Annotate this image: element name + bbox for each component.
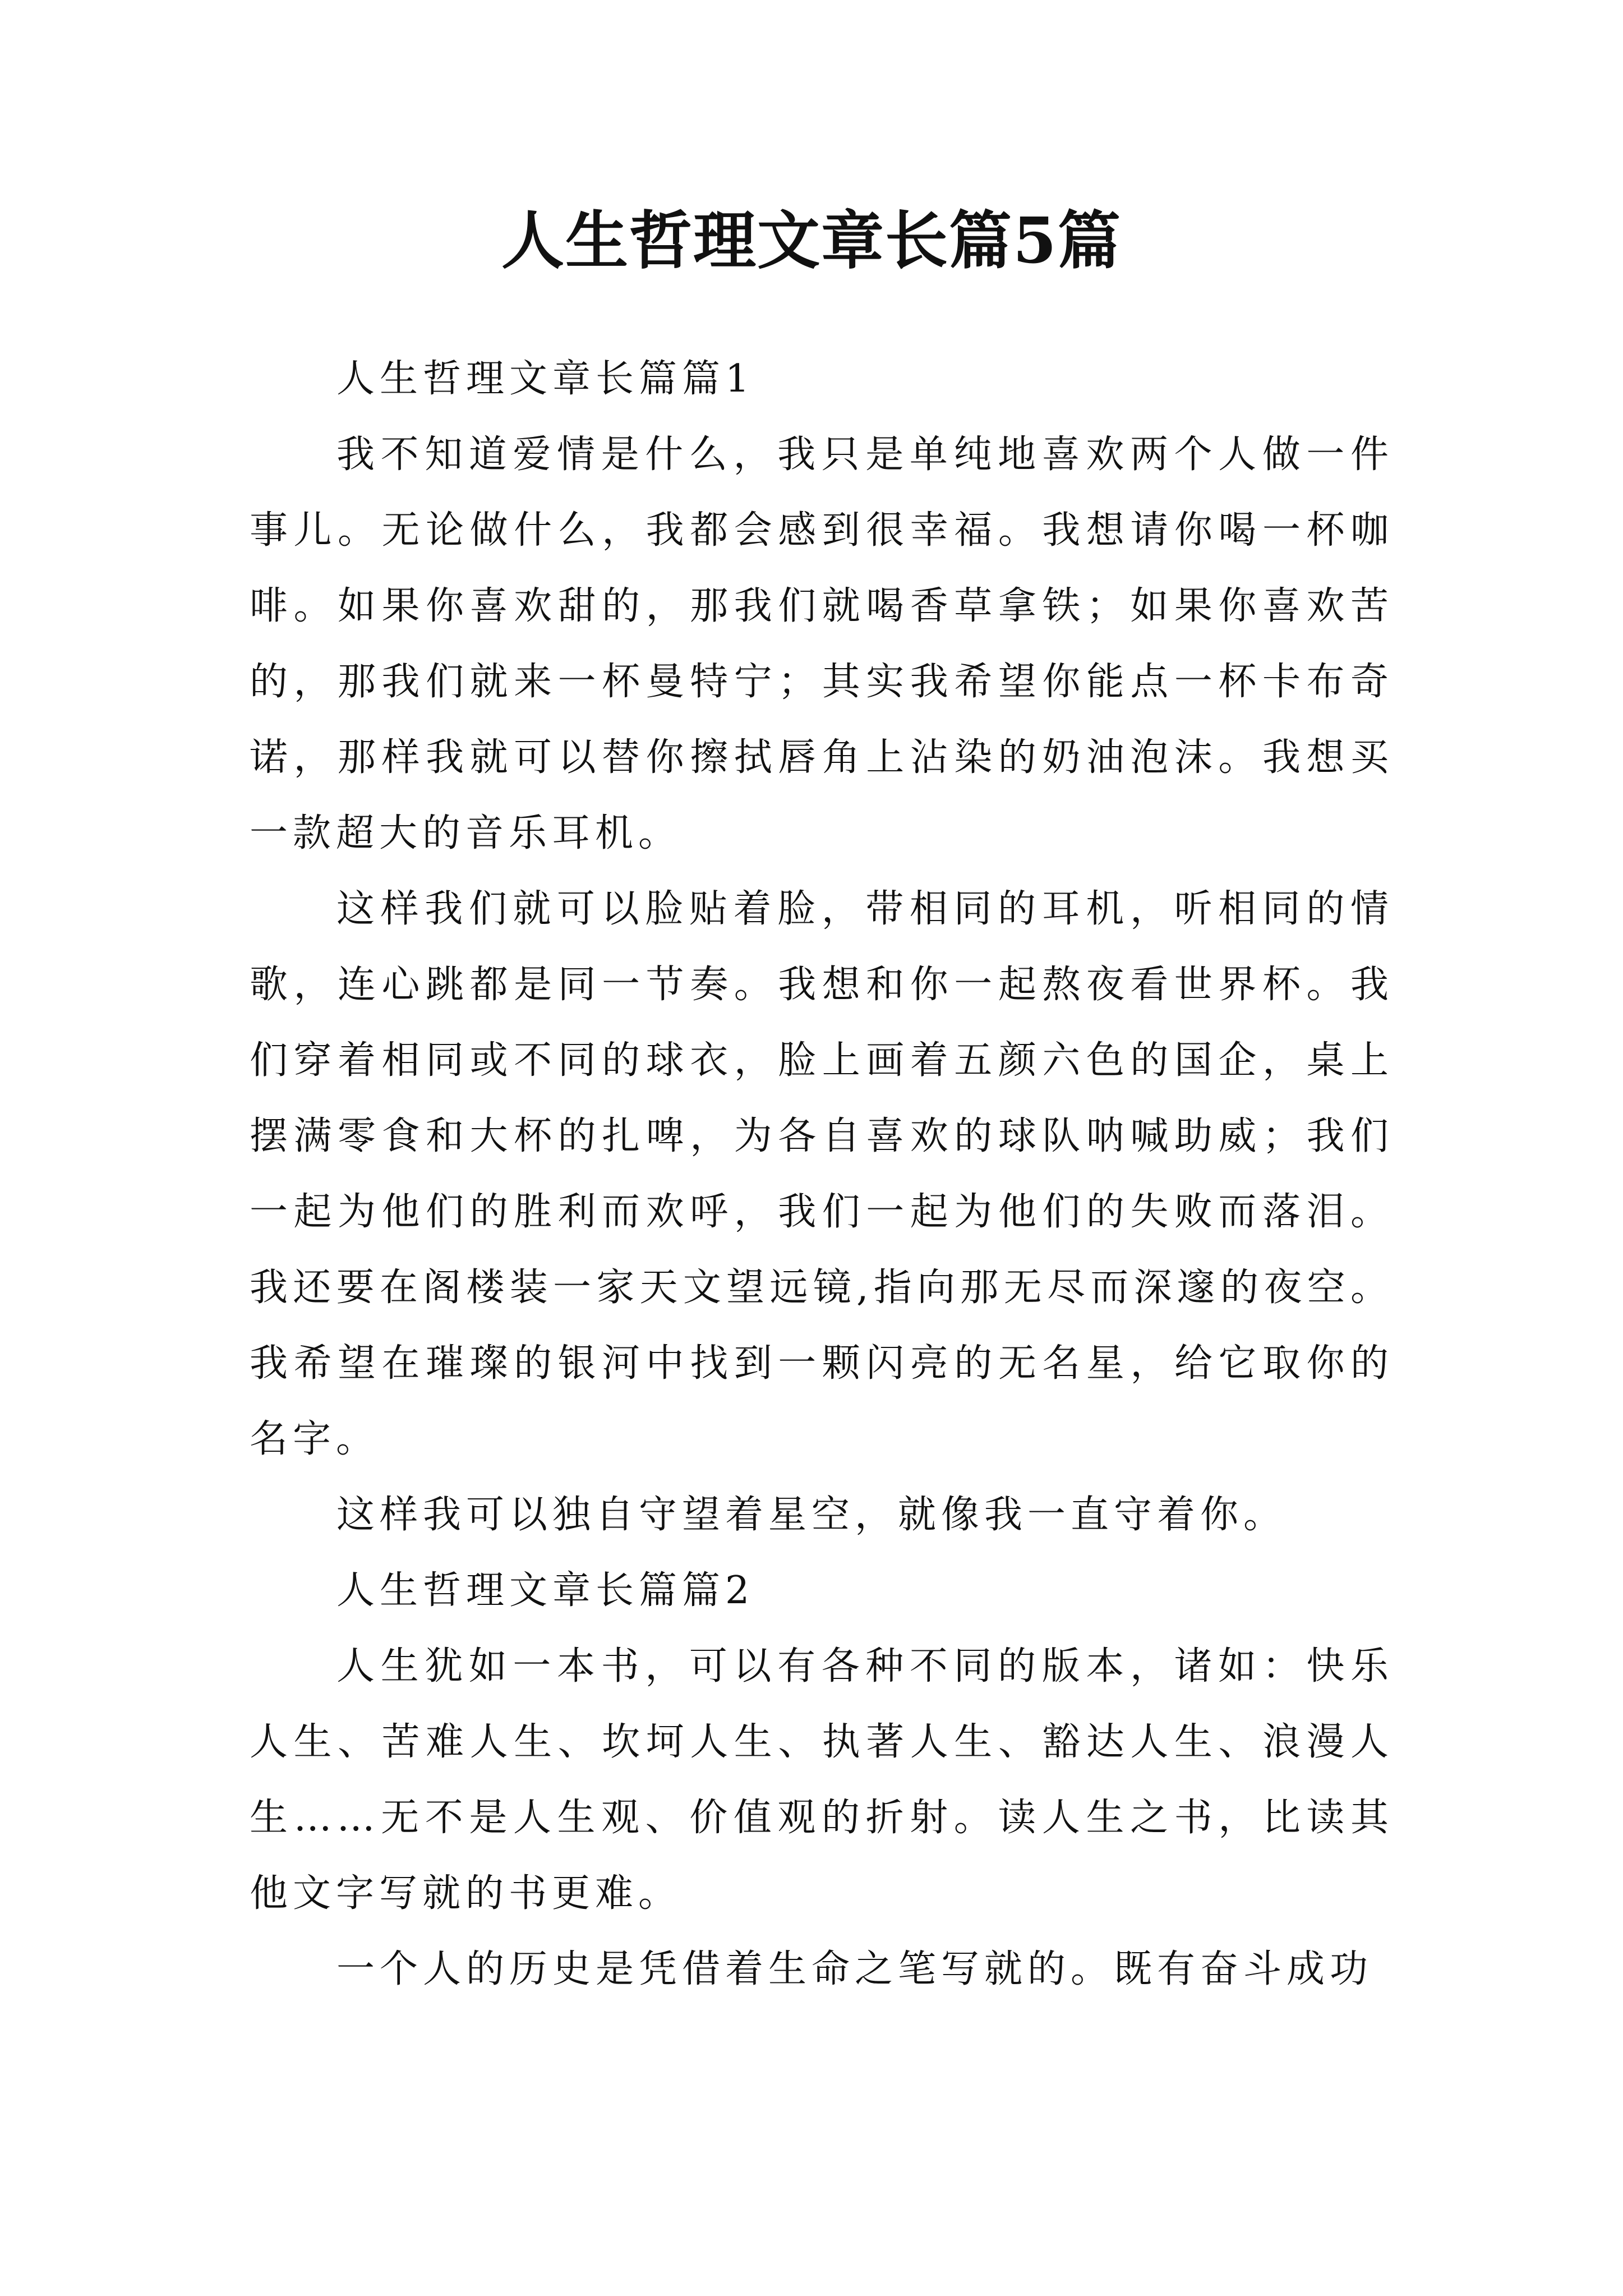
paragraph: 我不知道爱情是什么，我只是单纯地喜欢两个人做一件事儿。无论做什么，我都会感到很幸福。我想请你喝一杯咖啡。如果你喜欢甜的，那我们就喝香草拿铁；如果你喜欢苦的，那我们就来一杯曼特宁；其实我希望你能点一杯卡布奇诺，那样我就可以替你擦拭唇角上沾染的奶油泡沫。我想买一款超大的音乐耳机。: [250, 432, 1394, 855]
section-heading-1: 人生哲理文章长篇篇1: [336, 357, 755, 401]
paragraph: 这样我们就可以脸贴着脸，带相同的耳机，听相同的情歌，连心跳都是同一节奏。我想和你一起熬夜看世界杯。我们穿着相同或不同的球衣，脸上画着五颜六色的国企，桌上摆满零食和大杯的扎啤，为各自喜欢的球队呐喊助威；我们一起为他们的胜利而欢呼，我们一起为他们的失败而落泪。我还要在阁楼装一家天文望远镜,指向那无尽而深邃的夜空。我希望在璀璨的银河中找到一颗闪亮的无名星，给它取你的名字。: [250, 887, 1394, 1461]
paragraph: 一个人的历史是凭借着生命之笔写就的。既有奋斗成功: [336, 1947, 1373, 1991]
paragraph: 人生犹如一本书，可以有各种不同的版本，诸如：快乐人生、苦难人生、坎坷人生、执著人生、豁达人生、浪漫人生……无不是人生观、价值观的折射。读人生之书，比读其他文字写就的书更难。: [250, 1644, 1394, 1916]
paragraph: 这样我可以独自守望着星空，就像我一直守着你。: [336, 1493, 1287, 1537]
document-body: [250, 341, 1394, 2007]
section-heading-2: 人生哲理文章长篇篇2: [336, 1568, 755, 1613]
document-title: 人生哲理文章长篇5篇: [501, 204, 1122, 278]
